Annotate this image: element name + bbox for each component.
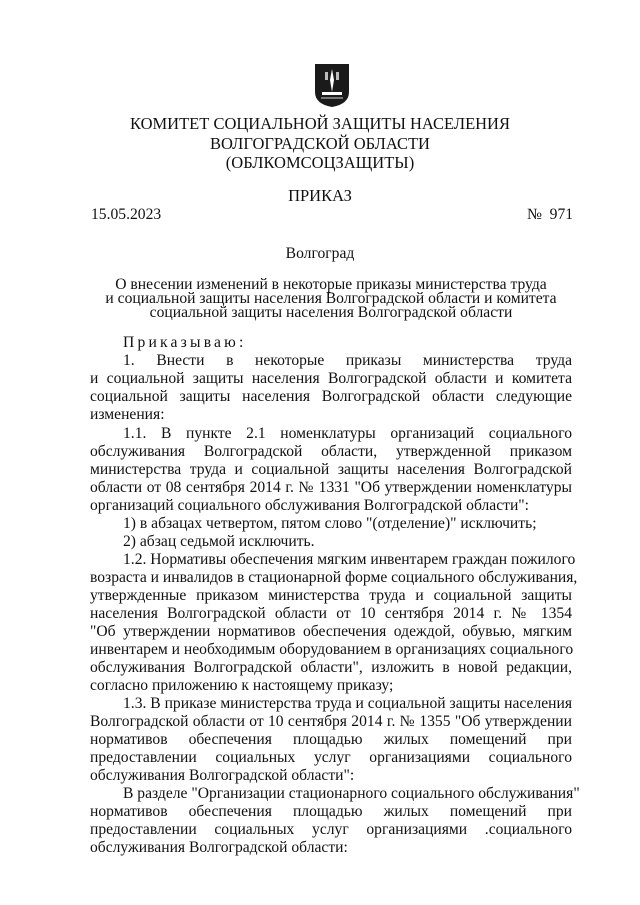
body-line: 1.3. В приказе министерства труда и социальной защиты населения [123, 695, 573, 712]
body-line: согласно приложению к настоящему приказу; [90, 677, 394, 694]
body-line: Волгоградской области от 10 сентября 2014 г. № 1355 "Об утверждении [90, 713, 572, 730]
document-number: № 971 [527, 206, 574, 223]
org-name-line-1: КОМИТЕТ СОЦИАЛЬНОЙ ЗАЩИТЫ НАСЕЛЕНИЯ [130, 114, 510, 133]
title-line-2: и социальной защиты населения Волгоградской области и комитета [105, 290, 557, 307]
body-line: В разделе "Организации стационарного социального обслуживания" [123, 785, 580, 802]
body-line: утвержденные приказом министерства труда и социальной защиты [90, 587, 572, 604]
body-line: 1.2. Нормативы обеспечения мягким инвентарем граждан пожилого [123, 551, 576, 568]
title-line-3: социальной защиты населения Волгоградской области [149, 304, 513, 321]
document-date: 15.05.2023 [91, 206, 162, 223]
title-line-1: О внесении изменений в некоторые приказы министерства труда [115, 276, 547, 293]
body-line: предоставлении социальных услуг организациями .социального [90, 821, 572, 838]
body-line: населения Волгоградской области от 10 сентября 2014 г. № 1354 [90, 605, 572, 622]
body-line: 1) в абзацах четвертом, пятом слово "(отделение)" исключить; [123, 515, 537, 532]
coat-of-arms-emblem [313, 62, 351, 108]
order-word: Приказываю: [123, 334, 247, 351]
body-line: инвентарем и необходимым оборудованием в организациях социального [90, 641, 574, 658]
body-line: социальной защиты населения Волгоградской области следующие [90, 388, 572, 405]
body-line: и социальной защиты населения Волгоградской области и комитета [90, 370, 572, 387]
body-line: нормативов обеспечения площадью жилых помещений при [90, 803, 572, 820]
body-line: обслуживания Волгоградской области, утвержденной приказом [90, 443, 572, 460]
body-line: министерства труда и социальной защиты населения Волгоградской [90, 461, 572, 478]
body-line: 2) абзац седьмой исключить. [123, 533, 315, 550]
city: Волгоград [285, 245, 355, 262]
body-line: области от 08 сентября 2014 г. № 1331 "Об утверждении номенклатуры [90, 479, 572, 496]
body-line: возраста и инвалидов в стационарной форме социального обслуживания, [90, 569, 578, 586]
body-line: обслуживания Волгоградской области": [90, 767, 355, 784]
body-line: обслуживания Волгоградской области", изложить в новой редакции, [90, 659, 572, 676]
document-type: ПРИКАЗ [288, 186, 352, 205]
body-line: изменения: [90, 406, 165, 423]
org-name-line-3: (ОБЛКОМСОЦЗАЩИТЫ) [225, 153, 415, 172]
body-line: обслуживания Волгоградской области: [90, 839, 348, 856]
body-line: нормативов обеспечения площадью жилых помещений при [90, 731, 572, 748]
body-line: предоставлении социальных услуг организациями социального [90, 749, 572, 766]
body-line: "Об утверждении нормативов обеспечения одеждой, обувью, мягким [90, 623, 572, 640]
body-line: 1. Внести в некоторые приказы министерства труда [123, 352, 572, 369]
org-name-line-2: ВОЛГОГРАДСКОЙ ОБЛАСТИ [210, 134, 430, 153]
body-line: 1.1. В пункте 2.1 номенклатуры организаций социального [123, 425, 572, 442]
body-line: организаций социального обслуживания Волгоградской области": [90, 497, 529, 514]
